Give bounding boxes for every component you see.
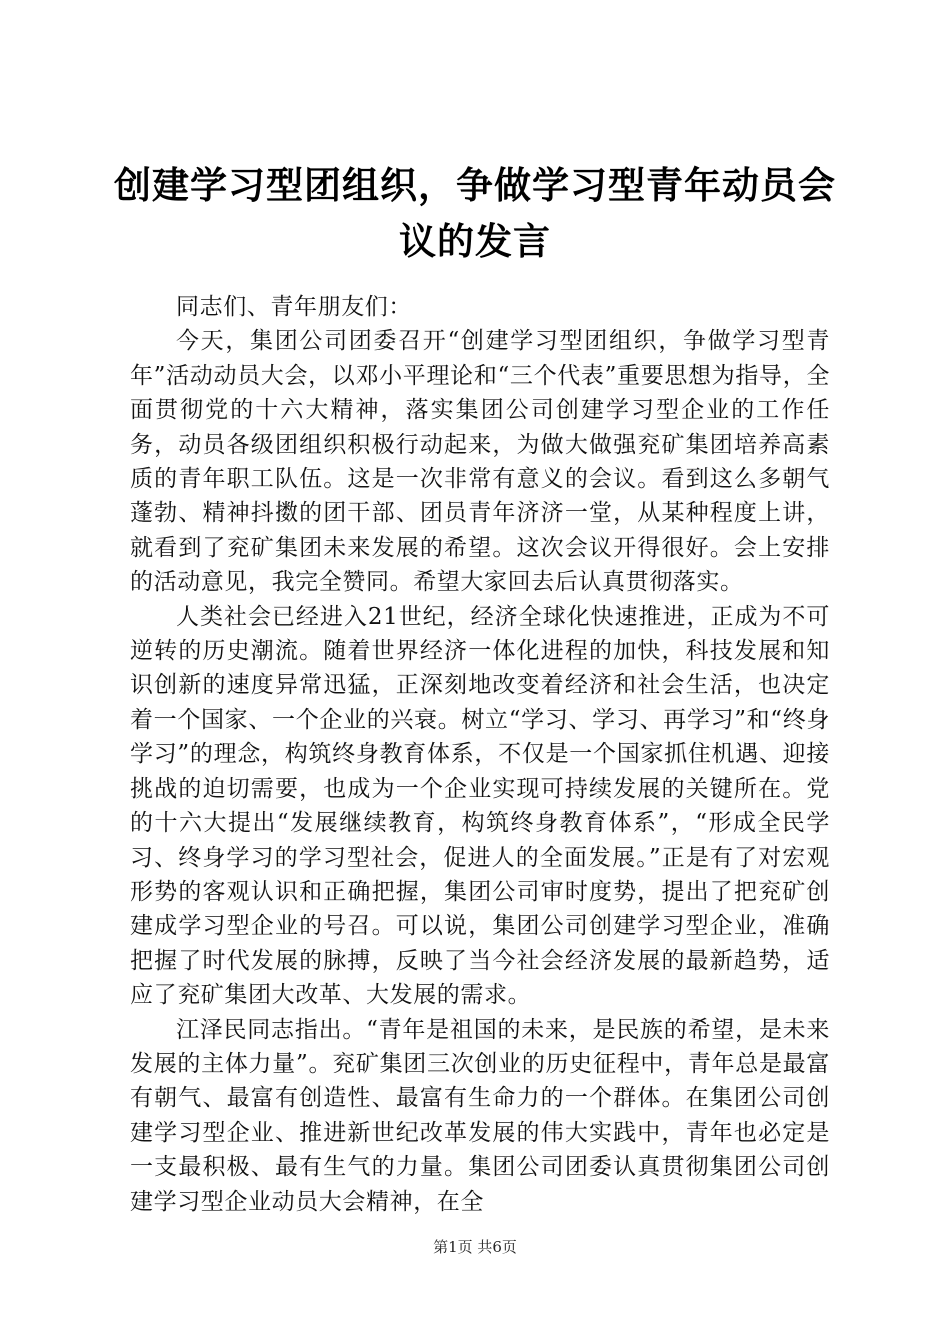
body-paragraph-2: 人类社会已经进入21世纪，经济全球化快速推进，正成为不可逆转的历史潮流。随着世界经济一体化进程的加快，科技发展和知识创新的速度异常迅猛，正深刻地改变着经济和社会生活，也决定着一个国家、一个企业的兴衰。树立“学习、学习、再学习”和“终身学习”的理念，构筑终身教育体系，不仅是一个国家抓住机遇、迎接挑战的迫切需要，也成为一个企业实现可持续发展的关键所在。党的十六大提出“发展继续教育，构筑终身教育体系”，“形成全民学习、终身学习的学习型社会，促进人的全面发展。”正是有了对宏观形势的客观认识和正确把握，集团公司审时度势，提出了把兖矿创建成学习型企业的号召。可以说，集团公司创建学习型企业，准确把握了时代发展的脉搏，反映了当今社会经济发展的最新趋势，适应了兖矿集团大改革、大发展的需求。 (130, 603, 830, 1009)
salutation-paragraph: 同志们、青年朋友们： (176, 294, 412, 320)
document-body (130, 290, 830, 1219)
body-paragraph-3: 江泽民同志指出。“青年是祖国的未来，是民族的希望，是未来发展的主体力量”。兖矿集团三次创业的历史征程中，青年总是最富有朝气、最富有创造性、最富有生命力的一个群体。在集团公司创建学习型企业、推进新世纪改革发展的伟大实践中，青年也必定是一支最积极、最有生气的力量。集团公司团委认真贯彻集团公司创建学习型企业动员大会精神，在全 (130, 1016, 830, 1215)
page-footer: 第1页 共6页 (433, 1238, 517, 1256)
document-title: 创建学习型团组织，争做学习型青年动员会议的发言 (114, 164, 836, 263)
body-paragraph-1: 今天，集团公司团委召开“创建学习型团组织，争做学习型青年”活动动员大会，以邓小平理论和“三个代表”重要思想为指导，全面贯彻党的十六大精神，落实集团公司创建学习型企业的工作任务，动员各级团组织积极行动起来，为做大做强兖矿集团培养高素质的青年职工队伍。这是一次非常有意义的会议。看到这么多朝气蓬勃、精神抖擞的团干部、团员青年济济一堂，从某种程度上讲，就看到了兖矿集团未来发展的希望。这次会议开得很好。会上安排的活动意见，我完全赞同。希望大家回去后认真贯彻落实。 (130, 328, 830, 596)
